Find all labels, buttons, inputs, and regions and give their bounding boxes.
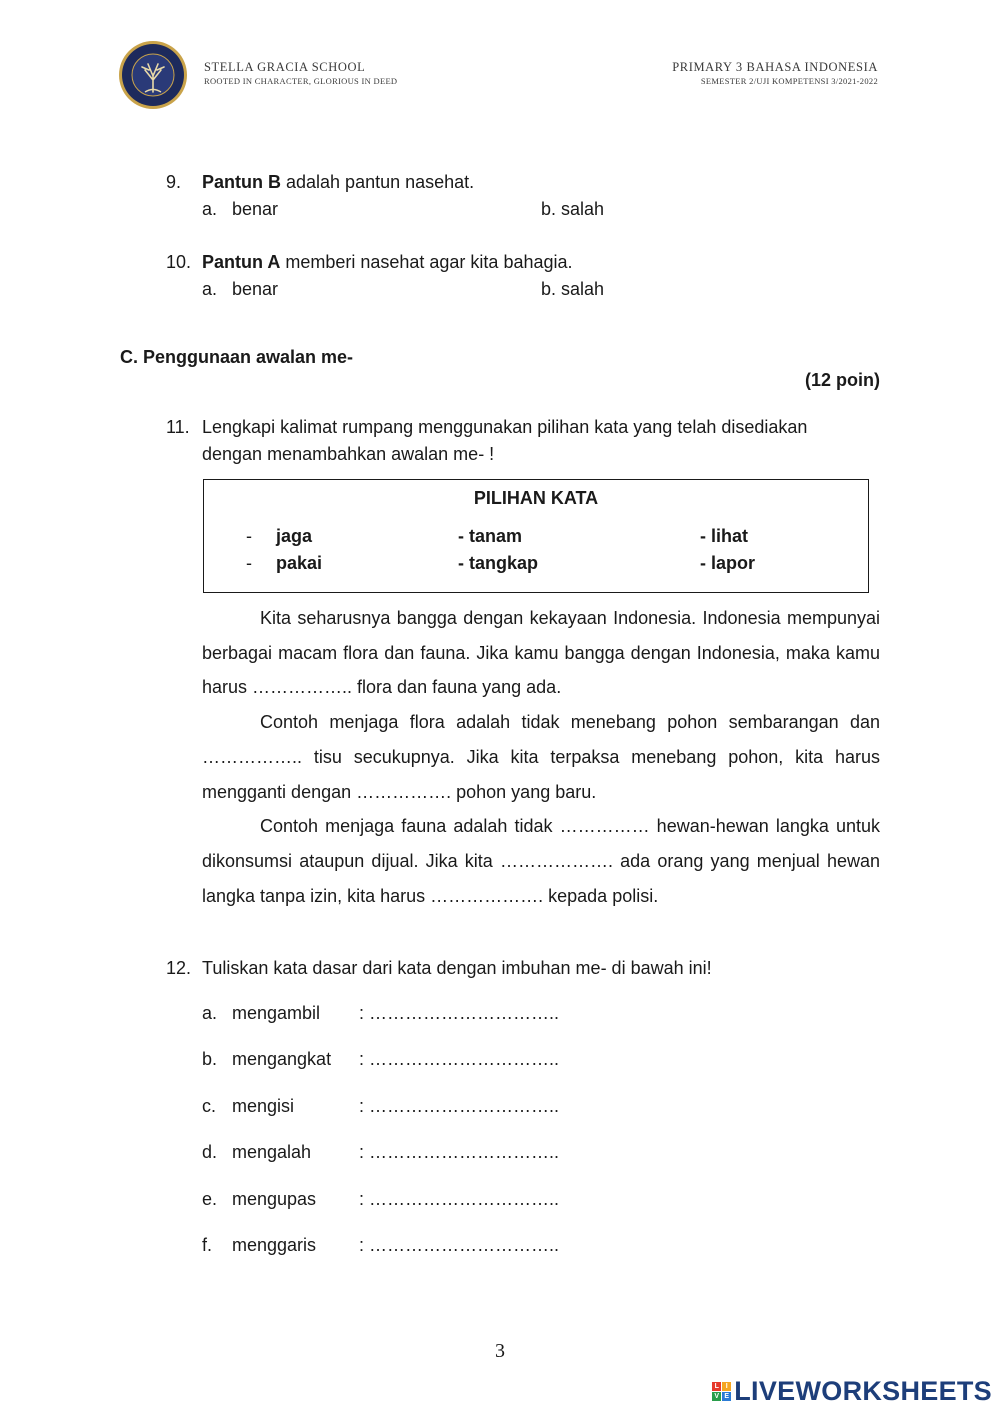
- item-letter: c.: [202, 1096, 217, 1116]
- question-9-rest: adalah pantun nasehat.: [281, 172, 475, 192]
- q10-option-a-letter: a.: [202, 279, 218, 299]
- question-10-rest: memberi nasehat agar kita bahagia.: [280, 252, 573, 272]
- school-motto: ROOTED IN CHARACTER, GLORIOUS IN DEED: [204, 76, 398, 86]
- answer-blank[interactable]: : …………………………..: [359, 1142, 560, 1162]
- word-tangkap: - tangkap: [458, 553, 539, 573]
- question-9-number: 9.: [166, 172, 182, 192]
- q9-option-a-letter: a.: [202, 199, 218, 219]
- word-tanam: - tanam: [458, 526, 523, 546]
- question-9-bold: Pantun B: [202, 172, 281, 192]
- item-letter: d.: [202, 1142, 218, 1162]
- school-name: STELLA GRACIA SCHOOL: [204, 60, 366, 74]
- item-word: mengisi: [232, 1096, 295, 1116]
- word-lihat: - lihat: [700, 526, 748, 546]
- page-number: 3: [495, 1340, 505, 1362]
- q10-option-b[interactable]: b. salah: [541, 279, 605, 299]
- passage-paragraph-1: Kita seharusnya bangga dengan kekayaan Indonesia. Indonesia mempunyai berbagai macam flora dan fauna. Jika kamu bangga dengan Indonesia, maka kamu harus …………….. flora dan fauna yang ada.: [202, 608, 880, 698]
- answer-blank[interactable]: : …………………………..: [359, 1235, 560, 1255]
- word-pakai: pakai: [276, 553, 323, 573]
- item-letter: b.: [202, 1049, 218, 1069]
- question-10-text: [202, 251, 573, 273]
- passage-paragraph-3: Contoh menjaga fauna adalah tidak …………… hewan-hewan langka untuk dikonsumsi ataupun dijual. Jika kita ………………. ada orang yang menjual hewan langka tanpa izin, kita harus ………………. kepada polisi.: [202, 816, 880, 906]
- q9-option-a[interactable]: benar: [232, 199, 279, 219]
- item-letter: e.: [202, 1189, 218, 1209]
- school-logo: [118, 40, 188, 110]
- liveworksheets-logo-icon: L I V E: [712, 1382, 731, 1401]
- header-left: [204, 59, 397, 87]
- word-choice-box: [203, 479, 869, 593]
- question-11-line1: Lengkapi kalimat rumpang menggunakan pilihan kata yang telah disediakan: [202, 417, 808, 437]
- header-right: [672, 59, 878, 87]
- item-word: mengambil: [232, 1003, 321, 1023]
- section-c-points: (12 poin): [805, 370, 880, 390]
- watermark-text: LIVEWORKSHEETS: [734, 1376, 992, 1406]
- word-lapor: - lapor: [700, 553, 756, 573]
- item-word: menggaris: [232, 1235, 317, 1255]
- question-10-bold: Pantun A: [202, 252, 281, 272]
- dash: -: [246, 526, 252, 546]
- section-c-title: C. Penggunaan awalan me-: [120, 347, 354, 367]
- word-choice-title: PILIHAN KATA: [473, 488, 599, 508]
- exam-info: SEMESTER 2/UJI KOMPETENSI 3/2021-2022: [700, 76, 878, 86]
- question-11-line2: dengan menambahkan awalan me- !: [202, 444, 495, 464]
- dash: -: [246, 553, 252, 573]
- item-word: mengalah: [232, 1142, 312, 1162]
- answer-blank[interactable]: : …………………………..: [359, 1049, 560, 1069]
- question-12-text: Tuliskan kata dasar dari kata dengan imbuhan me- di bawah ini!: [202, 958, 712, 978]
- question-10-number: 10.: [166, 252, 192, 272]
- item-word: mengangkat: [232, 1049, 332, 1069]
- question-12-number: 12.: [166, 958, 192, 978]
- question-11-number: 11.: [166, 417, 190, 437]
- question-9-text: [202, 171, 474, 193]
- word-jaga: jaga: [276, 526, 313, 546]
- q9-option-b[interactable]: b. salah: [541, 199, 605, 219]
- answer-blank[interactable]: : …………………………..: [359, 1003, 560, 1023]
- item-letter: f.: [202, 1235, 213, 1255]
- answer-blank[interactable]: : …………………………..: [359, 1096, 560, 1116]
- answer-blank[interactable]: : …………………………..: [359, 1189, 560, 1209]
- q10-option-a[interactable]: benar: [232, 279, 279, 299]
- liveworksheets-watermark: [712, 1376, 992, 1407]
- subject-title: PRIMARY 3 BAHASA INDONESIA: [672, 60, 878, 74]
- passage-paragraph-2: Contoh menjaga flora adalah tidak menebang pohon sembarangan dan …………….. tisu secukupnya. Jika kita terpaksa menebang pohon, kita harus mengganti dengan ……………. pohon yang baru.: [202, 712, 880, 802]
- fill-in-passage: [202, 601, 880, 913]
- item-letter: a.: [202, 1003, 218, 1023]
- item-word: mengupas: [232, 1189, 317, 1209]
